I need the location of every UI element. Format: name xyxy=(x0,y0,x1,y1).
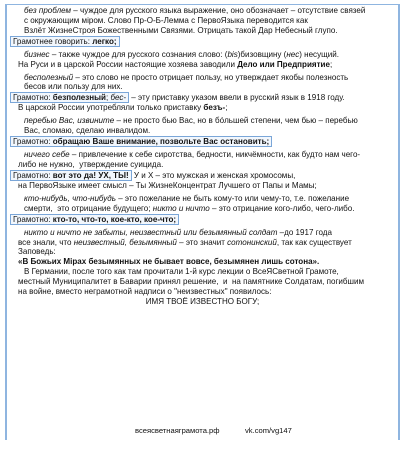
torn-edge xyxy=(5,440,400,448)
text-line: смерти, это отрицание будущего; никто и ничто – это отрицание кого-либо, чего-либо. xyxy=(24,203,355,213)
text-line: на войне, вместо неграмотной надписи о "неизвестных" появилось: xyxy=(18,287,272,297)
text-line: Грамотно: безполезный; бес- – эту приставку указом ввели в русский язык в 1918 году. xyxy=(10,92,395,103)
text-line: Заповедь: xyxy=(18,247,56,257)
footer-vk: vk.com/vg147 xyxy=(245,426,292,435)
text-line: на ПервоЯзыке имеет смысл – Ты ЖизнеКонцентрат Лучшего от Папы и Мамы; xyxy=(18,180,317,190)
text-line: перебью Вас, извините – не просто бью Вас, но в бóльшей степени, чем бью – перебью xyxy=(24,116,358,126)
text-line: На Руси и в царской России настоящие хозяева заводили Дело или Предприятие; xyxy=(18,59,333,69)
text-line: Вас, сломаю, сделаю инвалидом. xyxy=(24,126,151,136)
text-line: В Германии, после того как там прочитали 1-й курс лекции о ВсеЯСветной Грамоте, xyxy=(24,267,339,277)
footer xyxy=(7,426,398,436)
text-line: Грамотно: кто-то, что-то, кое-кто, кое-что; xyxy=(10,214,395,225)
text-line: В царской России употребляли только приставку безъ-; xyxy=(18,103,228,113)
text-line: бесов или пользу для них. xyxy=(24,82,123,92)
text-line: ИМЯ ТВОЁ ИЗВЕСТНО БОГУ; xyxy=(145,296,260,306)
text-line: либо не нужно, утверждение суицида. xyxy=(18,159,164,169)
text-line: Грамотнее говорить: легко; xyxy=(10,36,395,47)
text-line: бизнес – также чуждое для русского сознания слово: (bis)бизовщину (нес) несущий. xyxy=(24,49,339,59)
text-line: все знали, что неизвестный, безымянный – это значит сотонинский, так как существует xyxy=(18,237,352,247)
text-line: «В Божьих Мірах безымянных не бывает вовсе, безымянен лишь сотона». xyxy=(18,257,320,267)
text-line: бесполезный – это слово не просто отрицает пользу, но утверждает якобы полезность xyxy=(24,72,349,82)
text-line: ничего себе – привлечение к себе сиротства, бедности, никчёмности, как будто нам чего- xyxy=(24,150,361,160)
text-line: без проблем – чуждое для русского языка выражение, оно обозначает – отсутствие связей xyxy=(24,6,366,15)
text-line: местный Муниципалитет в Баварии принял решение, и на памятнике Солдатам, погибшим xyxy=(18,277,364,287)
text-line: Грамотно: обращаю Ваше внимание, позвольте Вас остановить; xyxy=(10,136,395,147)
text-line: никто и ничто не забыты, неизвестный или безымянный солдат –до 1917 года xyxy=(24,227,332,237)
text-line: Взлёт ЖизнеСтроя Божественными Связями. Отрицать такой Дар Небесный глупо. xyxy=(24,25,338,35)
document-page xyxy=(5,4,400,442)
document-body xyxy=(10,6,395,307)
footer-site: всеясветнаяграмота.рф xyxy=(135,426,220,435)
text-line: Грамотно: вот это да! УХ, ТЫ! У и Х – это мужская и женская хромосомы, xyxy=(10,170,395,181)
text-line: с окружающим міром. Слово Пр-О-Б-Лемма с ПервоЯзыка переводится как xyxy=(24,15,308,25)
text-line: кто-нибудь, что-нибудь – это пожелание не быть кому-то или чему-то, т.е. пожелание xyxy=(24,193,350,203)
